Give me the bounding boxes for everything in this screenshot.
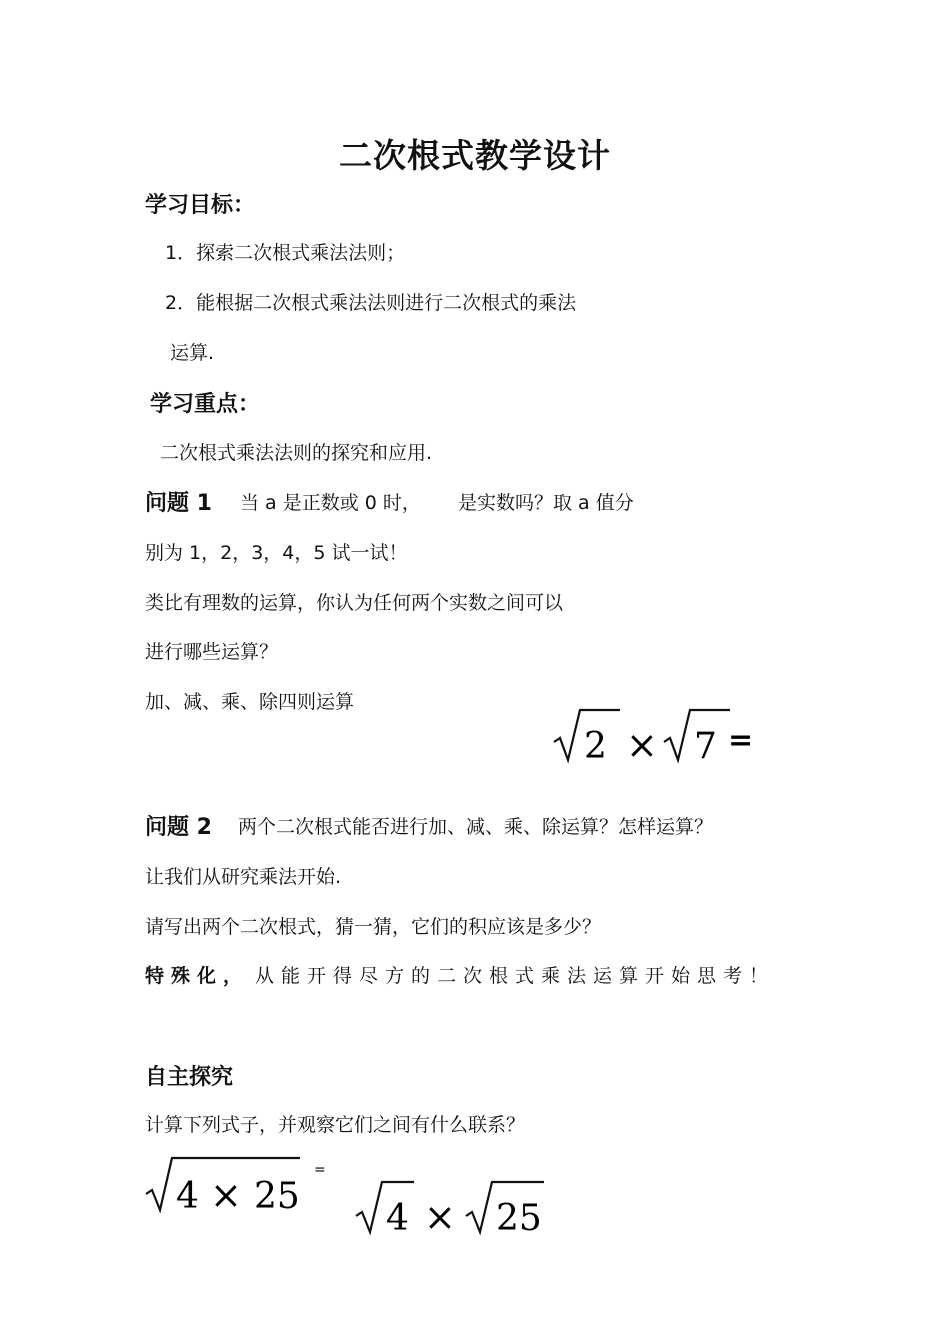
specialization-label: 特殊化， [145,965,250,987]
key-points-text: 二次根式乘法法则的探究和应用. [160,442,433,464]
equals-sign: = [314,1162,326,1178]
objectives-heading: 学习目标： [145,193,256,218]
equals-sign: = [728,723,754,758]
radicand: 2 [584,726,607,766]
question-1-line-5: 加、减、乘、除四则运算 [145,691,355,713]
question-1-text-a: 当 a 是正数或 0 时， [240,492,421,514]
times-operator: × [626,723,658,766]
specialization-text: 从能开得尽方的二次根式乘法运算开始思考！ [255,965,776,987]
times-operator: × [424,1195,456,1238]
key-points-heading: 学习重点： [150,392,261,417]
explore-text: 计算下列式子，并观察它们之间有什么联系？ [145,1114,526,1136]
objective-item-2-continued: 运算. [170,342,215,364]
question-1-line-2: 别为 1，2，3，4，5 试一试！ [145,542,408,564]
question-2-label: 问题 2 [145,815,212,840]
question-2-line-3: 请写出两个二次根式，猜一猜，它们的积应该是多少？ [145,916,602,938]
explore-heading: 自主探究 [145,1065,234,1090]
expression-sqrt4-times-sqrt25 [350,1174,550,1238]
expression-sqrt-4-times-25 [140,1150,340,1216]
radicand: 4 [386,1198,409,1238]
radicand-factor: 25 [254,1176,300,1216]
question-1-line-3: 类比有理数的运算，你认为任何两个实数之间可以 [145,592,564,614]
radicand: 7 [694,726,717,766]
question-2-line-2: 让我们从研究乘法开始. [145,866,342,888]
question-1-text-b: 是实数吗？取 a 值分 [458,492,634,514]
question-1-line-4: 进行哪些运算？ [145,641,279,663]
radicand-factor: 4 [176,1176,199,1216]
radicand: 25 [496,1198,542,1238]
page-title: 二次根式教学设计 [339,136,611,175]
question-2-text: 两个二次根式能否进行加、减、乘、除运算？怎样运算？ [238,816,714,838]
expression-sqrt2-times-sqrt7 [550,706,770,766]
question-1-label: 问题 1 [145,491,212,516]
objective-item-2: 2．能根据二次根式乘法法则进行二次根式的乘法 [165,292,577,314]
objective-item-1: 1．探索二次根式乘法法则； [165,242,406,264]
times-operator: × [210,1173,242,1216]
